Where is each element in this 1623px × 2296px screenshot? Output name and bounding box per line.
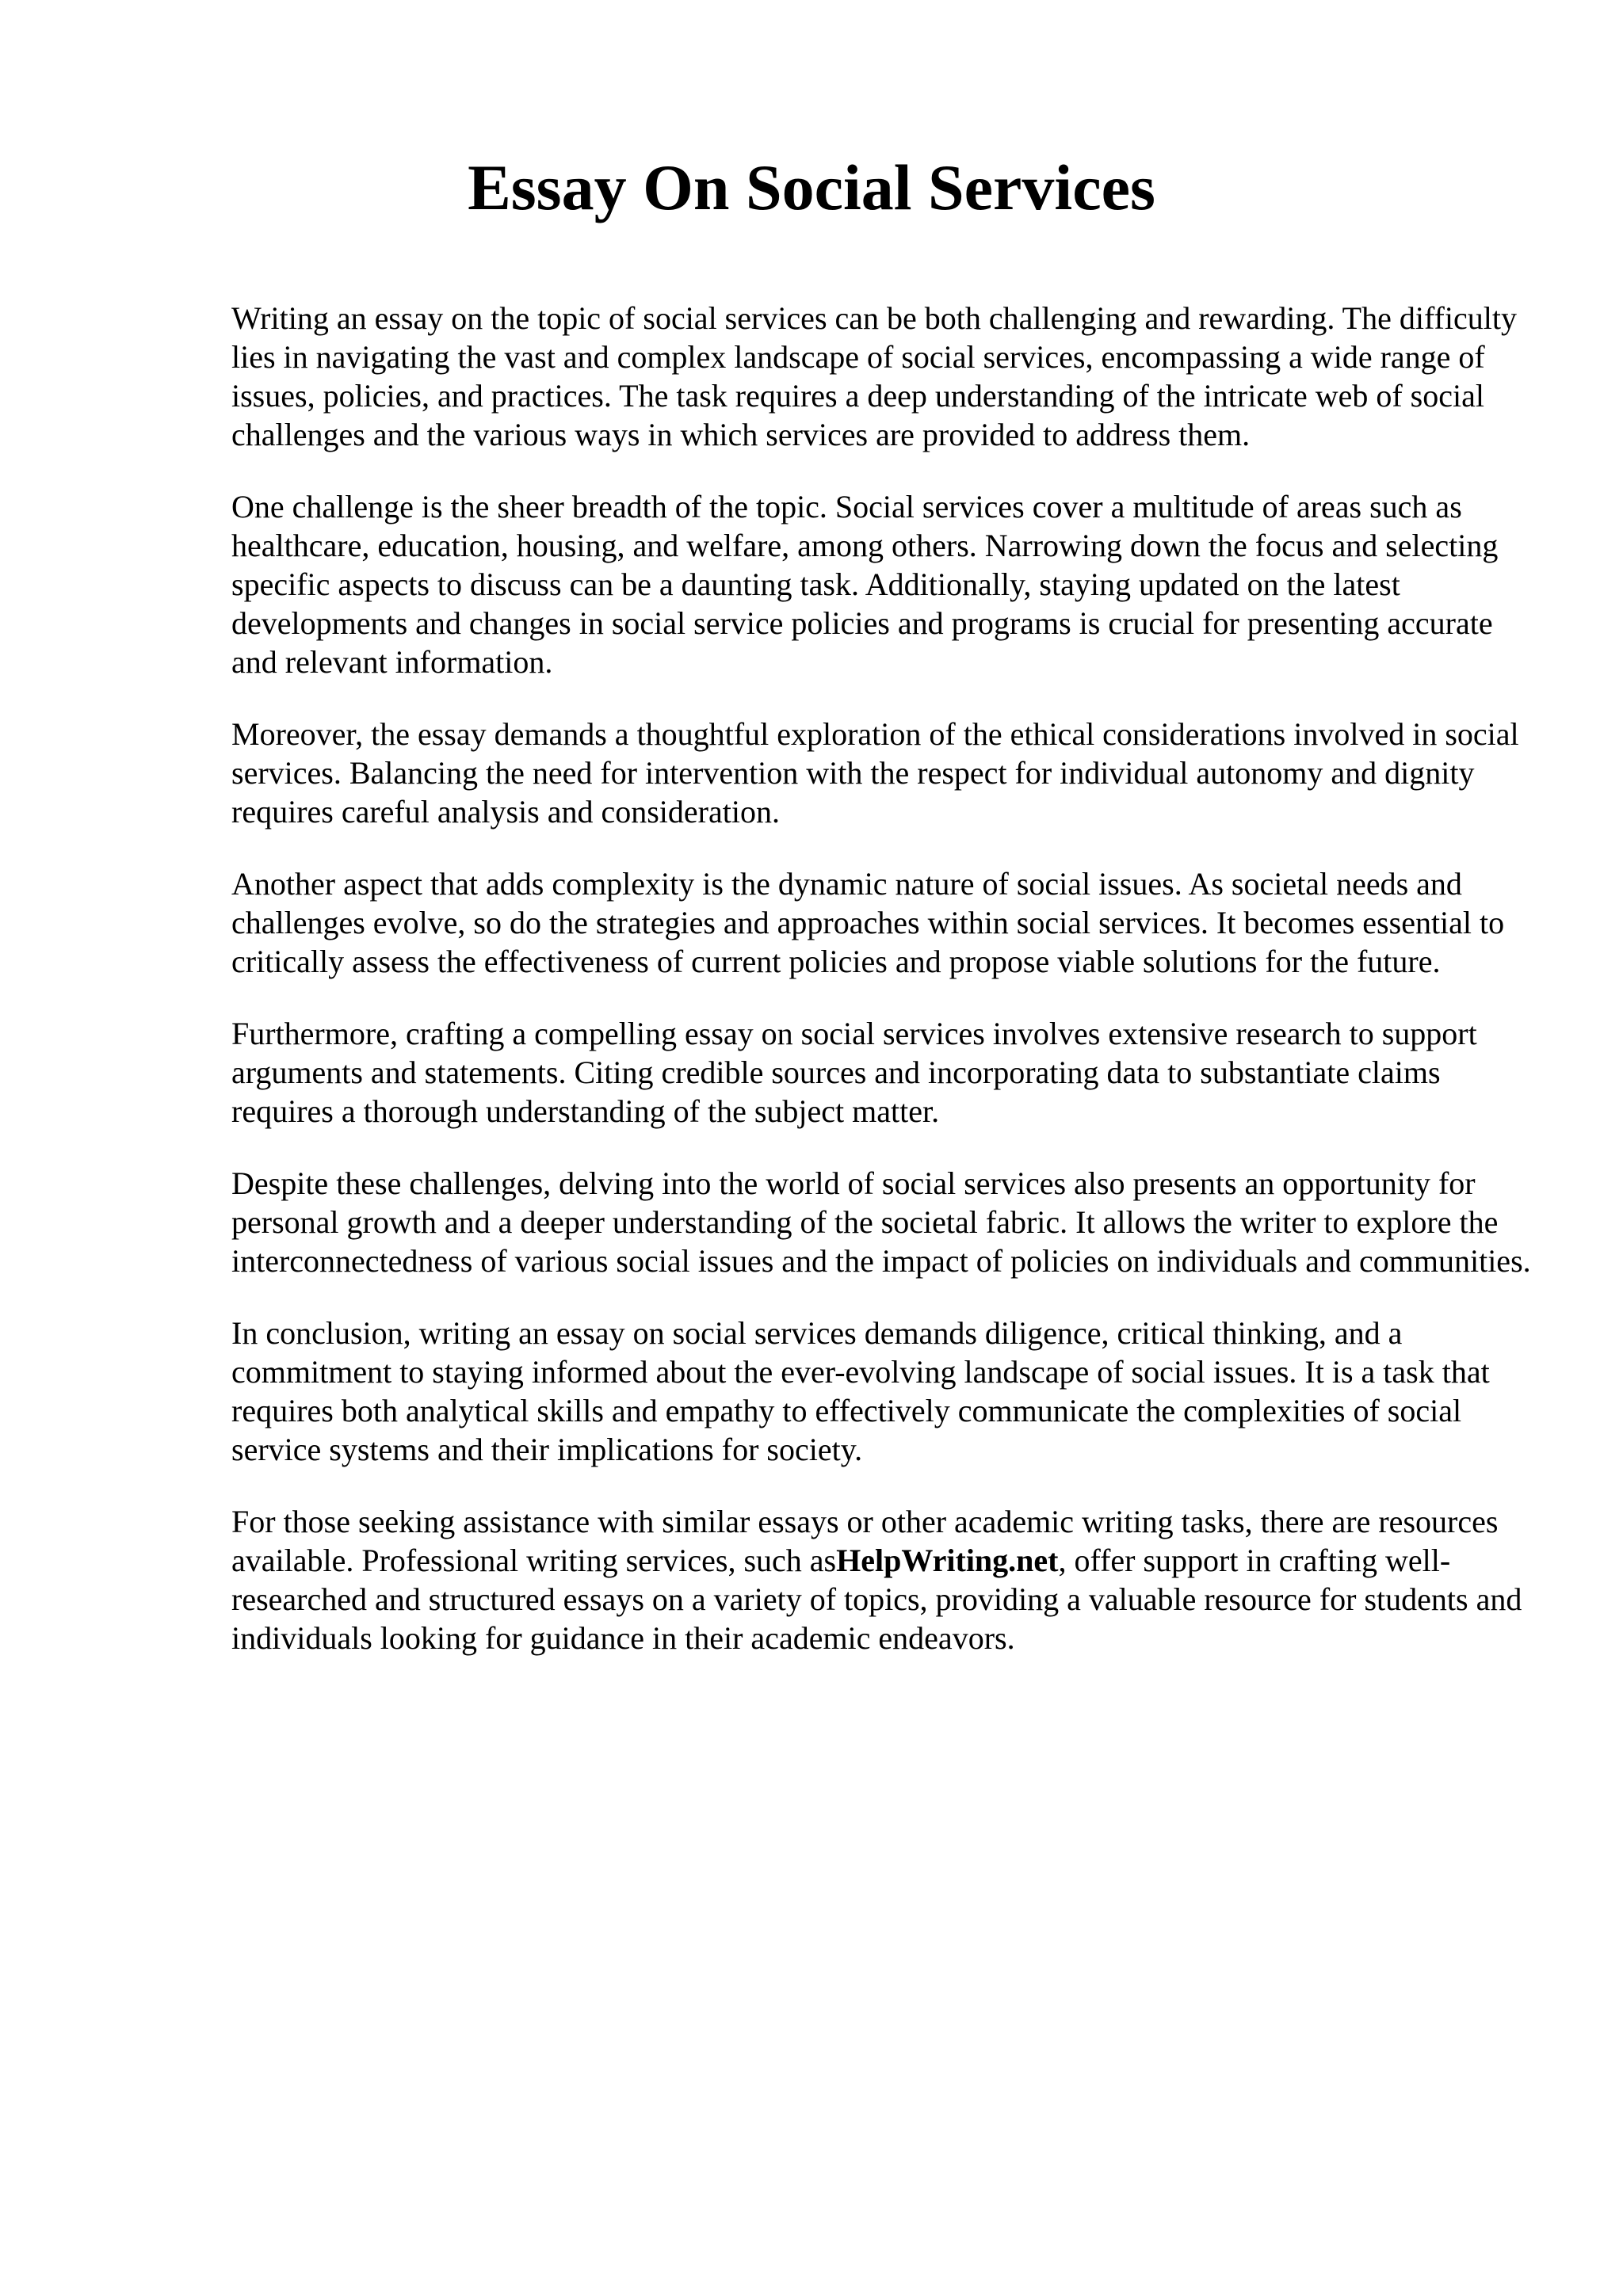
paragraph-ethics: Moreover, the essay demands a thoughtful exploration of the ethical considerations involved in social services. Balancing the need for intervention with the respect for individual autonomy and dignity requires careful analysis and consideration. — [231, 716, 1519, 830]
paragraph-conclusion: In conclusion, writing an essay on social services demands diligence, critical thinking, and a commitment to staying informed about the ever-evolving landscape of social issues. It is a task that requires both analytical skills and empathy to effectively communicate the complexities of social service systems and their implications for society. — [231, 1315, 1490, 1467]
paragraph-growth: Despite these challenges, delving into the world of social services also presents an opportunity for personal growth and a deeper understanding of the societal fabric. It allows the writer to explore the interconnectedness of various social issues and the impact of policies on individuals and communities. — [231, 1165, 1531, 1279]
paragraph-intro: Writing an essay on the topic of social services can be both challenging and rewarding. The difficulty lies in navigating the vast and complex landscape of social services, encompassing a wide range of issues, policies, and practices. The task requires a deep understanding of the intricate web of social challenges and the various ways in which services are provided to address them. — [231, 300, 1517, 452]
document-title: Essay On Social Services — [468, 151, 1155, 223]
paragraph-research: Furthermore, crafting a compelling essay on social services involves extensive research to support arguments and statements. Citing credible sources and incorporating data to substantiate claims requires a thorough understanding of the subject matter. — [231, 1016, 1477, 1129]
closing-text-after: , offer support in crafting well-researched and structured essays on a variety of topics, providing a valuable resource for students and individuals looking for guidance in their academic endeavors. — [231, 1543, 1522, 1656]
closing-text-before: For those seeking assistance with similar essays or other academic writing tasks, there are resources available. Professional writing services, such as — [231, 1504, 1499, 1578]
paragraph-closing — [231, 1502, 1539, 1657]
paragraph-dynamic: Another aspect that adds complexity is the dynamic nature of social issues. As societal needs and challenges evolve, so do the strategies and approaches within social services. It becomes essential to critically assess the effectiveness of current policies and propose viable solutions for the future. — [231, 866, 1505, 979]
essay-body — [231, 299, 1539, 1691]
brand-link[interactable]: HelpWriting.net — [836, 1543, 1059, 1578]
paragraph-breadth: One challenge is the sheer breadth of the topic. Social services cover a multitude of areas such as healthcare, education, housing, and welfare, among others. Narrowing down the focus and selecting specific aspects to discuss can be a daunting task. Additionally, staying updated on the latest developments and changes in social service policies and programs is crucial for presenting accurate and relevant information. — [231, 489, 1499, 680]
